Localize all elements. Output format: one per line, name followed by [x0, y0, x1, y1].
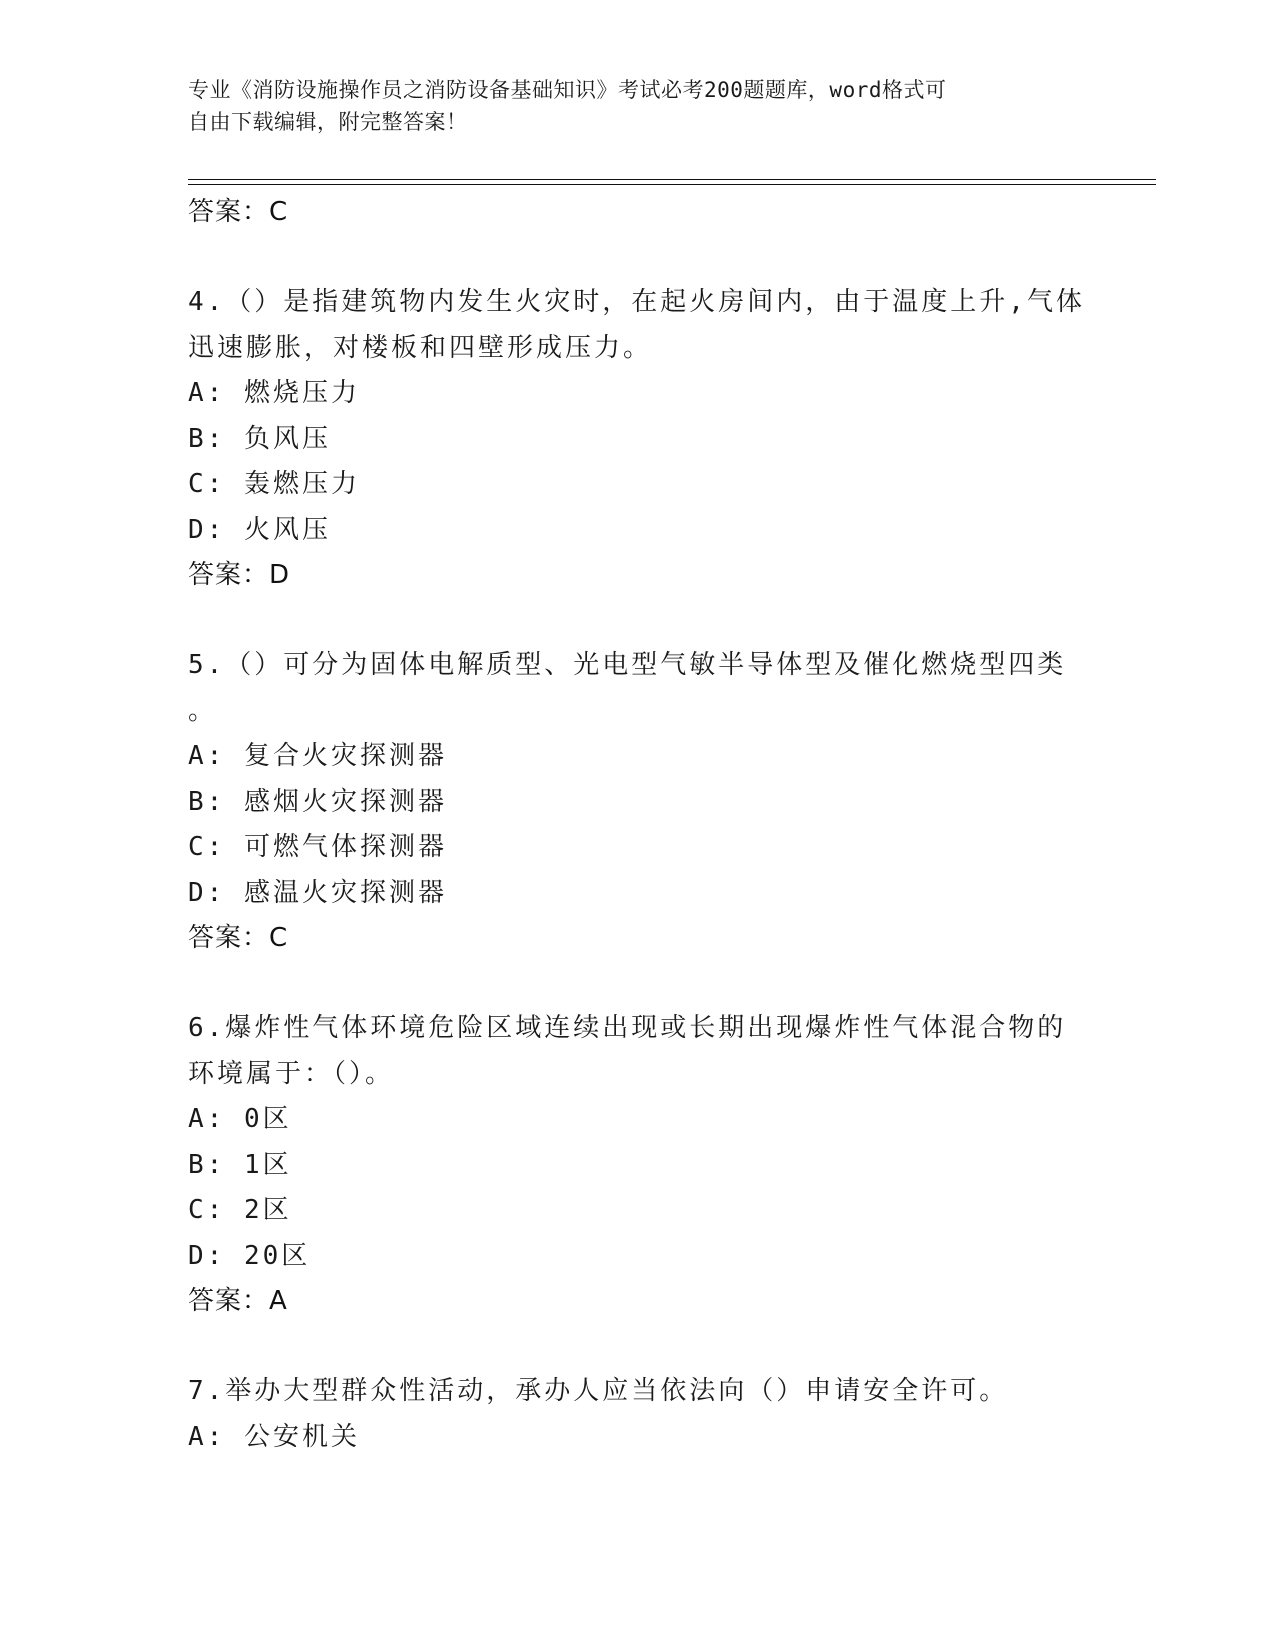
option-a: A: 燃烧压力	[188, 378, 360, 408]
question-4	[188, 280, 1088, 597]
header-line-2: 自由下载编辑，附完整答案！	[188, 110, 468, 134]
question-text-line: 6.爆炸性气体环境危险区域连续出现或长期出现爆炸性气体混合物的	[188, 1013, 1067, 1043]
option-c: C: 可燃气体探测器	[188, 832, 447, 862]
answer: 答案：D	[188, 560, 291, 590]
question-text-line: 环境属于：（）。	[188, 1058, 395, 1089]
option-a: A: 0区	[188, 1104, 292, 1134]
option-b: B: 感烟火灾探测器	[188, 786, 447, 817]
question-list	[188, 190, 1088, 1460]
option-d: D: 火风压	[188, 514, 331, 545]
answer: 答案：A	[188, 1286, 288, 1316]
question-text-line: 迅速膨胀，对楼板和四壁形成压力。	[188, 332, 653, 363]
option-b: B: 1区	[188, 1149, 292, 1180]
header-line-1: 专业《消防设施操作员之消防设备基础知识》考试必考200题题库，word格式可	[188, 78, 947, 102]
question-7	[188, 1369, 1088, 1460]
header-divider-top	[188, 179, 1156, 180]
answer: 答案：C	[188, 923, 289, 953]
option-d: D: 20区	[188, 1240, 311, 1271]
question-6	[188, 1006, 1088, 1323]
option-c: C: 轰燃压力	[188, 469, 360, 499]
option-c: C: 2区	[188, 1195, 292, 1225]
option-b: B: 负风压	[188, 423, 331, 454]
question-5	[188, 643, 1088, 960]
question-text-line: 4.（）是指建筑物内发生火灾时，在起火房间内，由于温度上升,气体	[188, 287, 1085, 317]
option-a: A: 复合火灾探测器	[188, 741, 447, 771]
answer-previous: 答案：C	[188, 197, 289, 227]
header-divider-bottom	[188, 184, 1156, 185]
question-text-line: 。	[188, 695, 218, 726]
document-header	[188, 74, 1088, 138]
option-d: D: 感温火灾探测器	[188, 877, 447, 908]
option-a: A: 公安机关	[188, 1421, 360, 1452]
question-text-line: 5.（）可分为固体电解质型、光电型气敏半导体型及催化燃烧型四类	[188, 650, 1067, 680]
question-text-line: 7.举办大型群众性活动，承办人应当依法向（）申请安全许可。	[188, 1376, 1009, 1406]
